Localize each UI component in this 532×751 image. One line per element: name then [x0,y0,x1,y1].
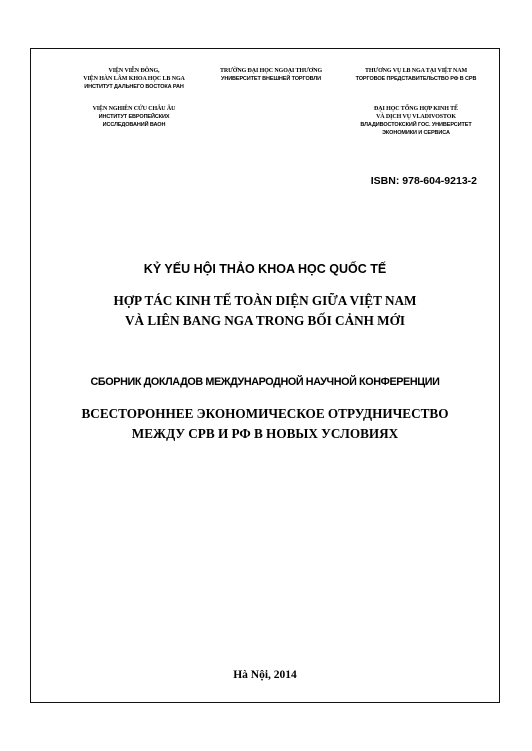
institution-line: TRƯỜNG ĐẠI HỌC NGOẠI THƯƠNG [219,68,323,74]
ru-title-line: ВСЕСТОРОННЕЕ ЭКОНОМИЧЕСКОЕ ОТРУДНИЧЕСТВО [81,406,449,421]
institution-european-studies [59,105,209,129]
institution-line: ТОРГОВОЕ ПРЕДСТАВИТЕЛЬСТВО РФ В СРВ [355,76,477,82]
institution-far-east-institute [59,67,209,91]
institution-line: ИССЛЕДОВАНИЙ ВАОН [102,122,166,128]
institution-line: ИНСТИТУТ ДАЛЬНЕГО ВОСТОКА РАН [84,84,184,90]
ru-conference-title [31,404,499,444]
institution-trade-representation [331,67,501,83]
institution-line: THƯƠNG VỤ LB NGA TẠI VIỆT NAM [364,68,468,74]
institution-line: ВЛАДИВОСТОКСКИЙ ГОС. УНИВЕРСИТЕТ [360,122,472,128]
institution-foreign-trade-university [191,67,351,83]
ru-proceedings-subtitle: СБОРНИК ДОКЛАДОВ МЕЖДУНАРОДНОЙ НАУЧНОЙ КОНФЕРЕНЦИИ [90,376,440,388]
place-and-year: Hà Nội, 2014 [233,669,297,681]
institution-line: VIỆN HÀN LÂM KHOA HỌC LB NGA [83,76,185,82]
vn-conference-title [31,291,499,331]
institution-line: VIỆN VIỄN ĐÔNG, [108,68,160,74]
institution-line: УНИВЕРСИТЕТ ВНЕШНЕЙ ТОРГОВЛИ [221,76,321,82]
ru-title-line: МЕЖДУ СРВ И РФ В НОВЫХ УСЛОВИЯХ [131,426,399,441]
vn-title-line: HỢP TÁC KINH TẾ TOÀN DIỆN GIỮA VIỆT NAM [113,293,417,308]
vn-title-line: VÀ LIÊN BANG NGA TRONG BỐI CẢNH MỚI [124,313,406,328]
institution-line: VÀ DỊCH VỤ VLADIVOSTOK [376,114,456,120]
institution-line: ИНСТИТУТ ЕВРОПЕЙСКИХ [98,114,170,120]
vn-proceedings-subtitle: KỶ YẾU HỘI THẢO KHOA HỌC QUỐC TẾ [143,262,387,276]
cover-frame [30,48,500,703]
institution-vladivostok-university [331,105,501,137]
isbn-number: ISBN: 978-604-9213-2 [370,175,477,187]
institution-line: VIỆN NGHIÊN CỨU CHÂU ÂU [92,106,176,112]
institution-line: ЭКОНОМИКИ И СЕРВИСА [382,130,450,136]
institution-line: ĐẠI HỌC TỔNG HỢP KINH TẾ [374,106,458,112]
